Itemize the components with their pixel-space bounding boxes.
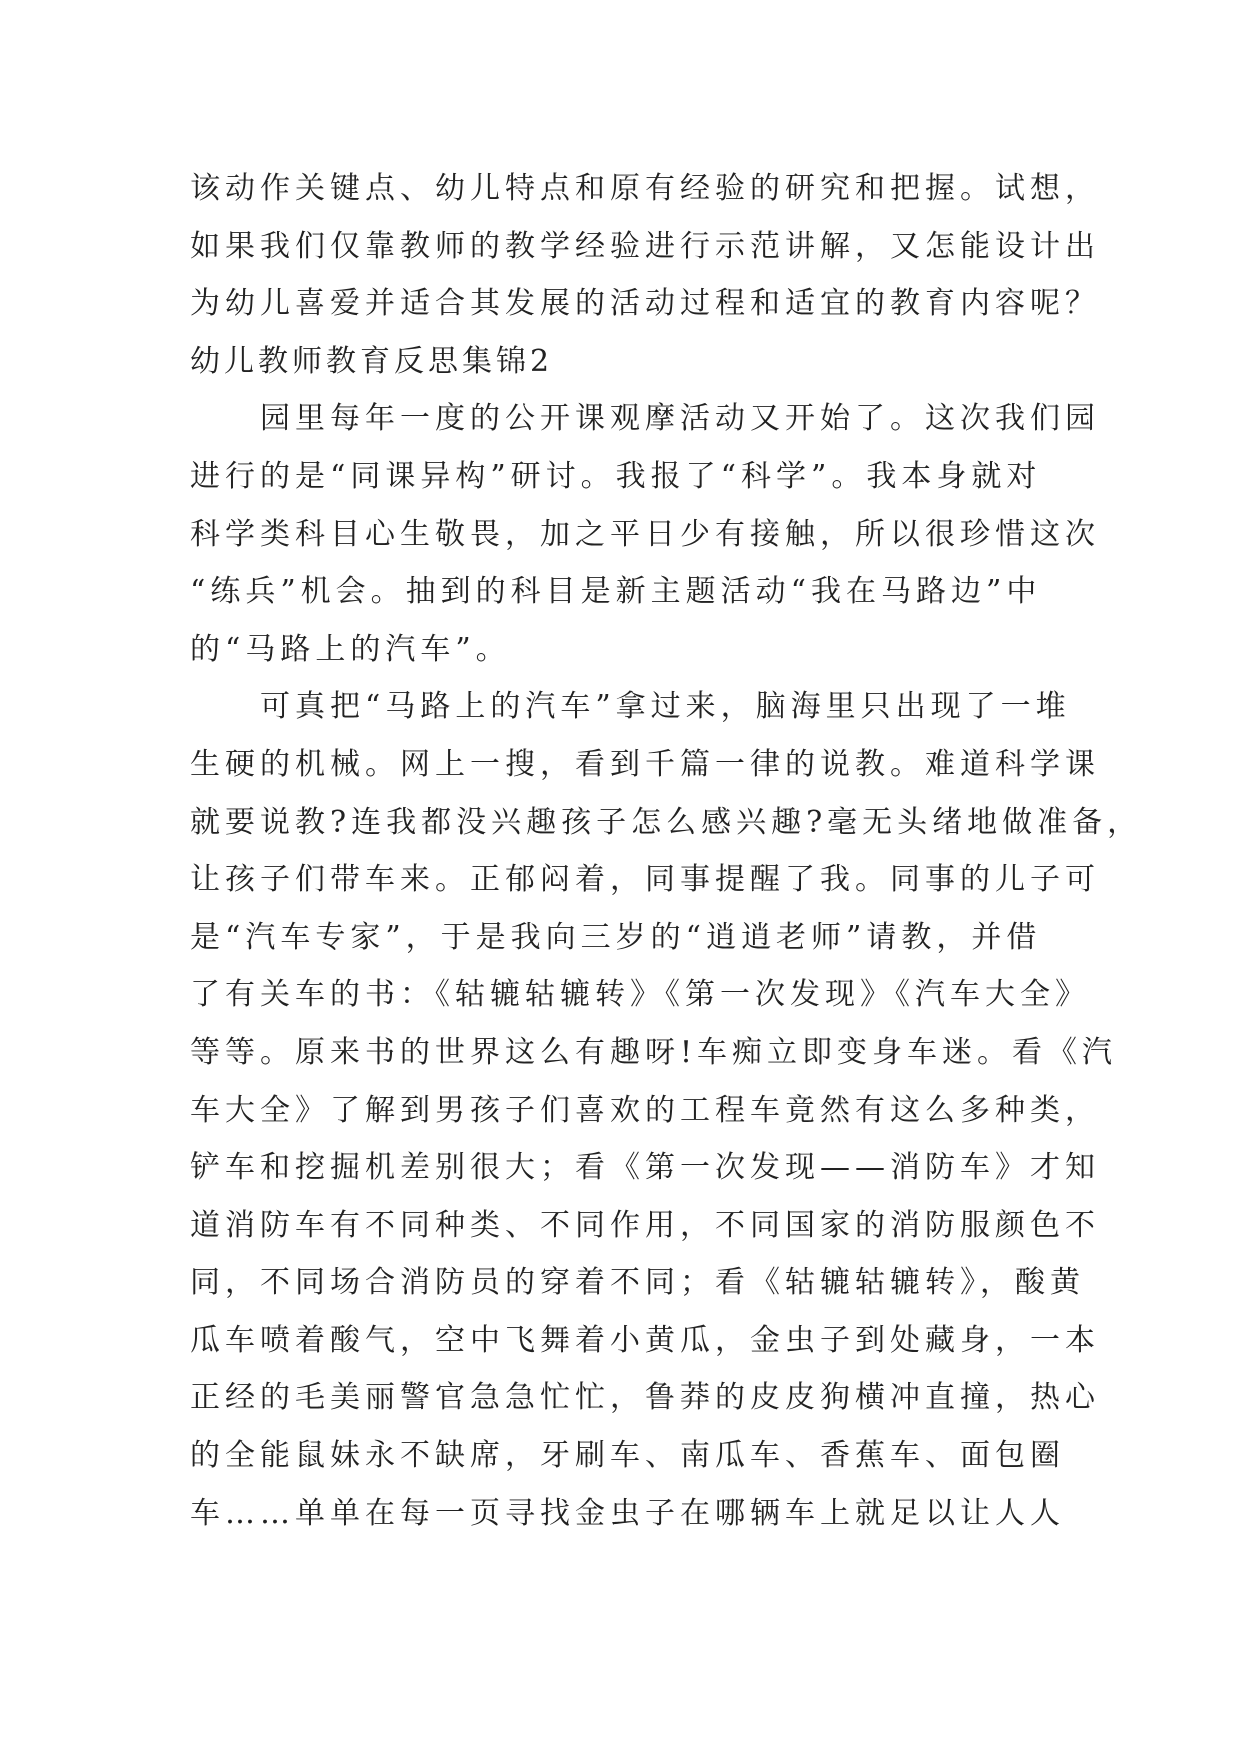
text-line: 科学类科目心生敬畏，加之平日少有接触，所以很珍惜这次 xyxy=(190,516,1100,552)
text-line: 为幼儿喜爱并适合其发展的活动过程和适宜的教育内容呢？ xyxy=(190,286,1100,322)
text-line: 车大全》了解到男孩子们喜欢的工程车竟然有这么多种类， xyxy=(190,1092,1100,1128)
text-line: 瓜车喷着酸气，空中飞舞着小黄瓜，金虫子到处藏身，一本 xyxy=(190,1322,1100,1358)
text-line: 的全能鼠妹永不缺席，牙刷车、南瓜车、香蕉车、面包圈 xyxy=(190,1438,1065,1474)
document-body xyxy=(190,160,1143,1542)
text-line: 同，不同场合消防员的穿着不同；看《轱辘轱辘转》，酸黄 xyxy=(190,1265,1085,1301)
section-heading: 幼儿教师教育反思集锦2 xyxy=(190,343,554,379)
text-line: 了有关车的书：《轱辘轱辘转》《第一次发现》《汽车大全》 xyxy=(190,977,1090,1013)
text-line: 道消防车有不同种类、不同作用，不同国家的消防服颜色不 xyxy=(190,1207,1100,1243)
text-line: 进行的是“同课异构”研讨。我报了“科学”。我本身就对 xyxy=(190,458,1042,494)
text-line: 就要说教?连我都没兴趣孩子怎么感兴趣?毫无头绪地做准备， xyxy=(190,804,1143,840)
text-line: 是“汽车专家”，于是我向三岁的“逍逍老师”请教，并借 xyxy=(190,919,1042,955)
text-line: 园里每年一度的公开课观摩活动又开始了。这次我们园 xyxy=(190,401,1100,437)
text-line: 让孩子们带车来。正郁闷着，同事提醒了我。同事的儿子可 xyxy=(190,862,1100,898)
text-line: 铲车和挖掘机差别很大；看《第一次发现——消防车》才知 xyxy=(190,1150,1100,1186)
text-line: 如果我们仅靠教师的教学经验进行示范讲解，又怎能设计出 xyxy=(190,228,1100,264)
text-line: 该动作关键点、幼儿特点和原有经验的研究和把握。试想， xyxy=(190,171,1100,206)
text-line: “练兵”机会。抽到的科目是新主题活动“我在马路边”中 xyxy=(190,574,1042,610)
text-line: 车……单单在每一页寻找金虫子在哪辆车上就足以让人人 xyxy=(190,1495,1065,1531)
text-line: 等等。原来书的世界这么有趣呀!车痴立即变身车迷。看《汽 xyxy=(190,1034,1118,1070)
text-line: 正经的毛美丽警官急急忙忙，鲁莽的皮皮狗横冲直撞，热心 xyxy=(190,1380,1100,1416)
text-line: 生硬的机械。网上一搜，看到千篇一律的说教。难道科学课 xyxy=(190,746,1100,782)
text-line: 的“马路上的汽车”。 xyxy=(190,631,511,667)
text-line: 可真把“马路上的汽车”拿过来，脑海里只出现了一堆 xyxy=(190,689,1071,725)
